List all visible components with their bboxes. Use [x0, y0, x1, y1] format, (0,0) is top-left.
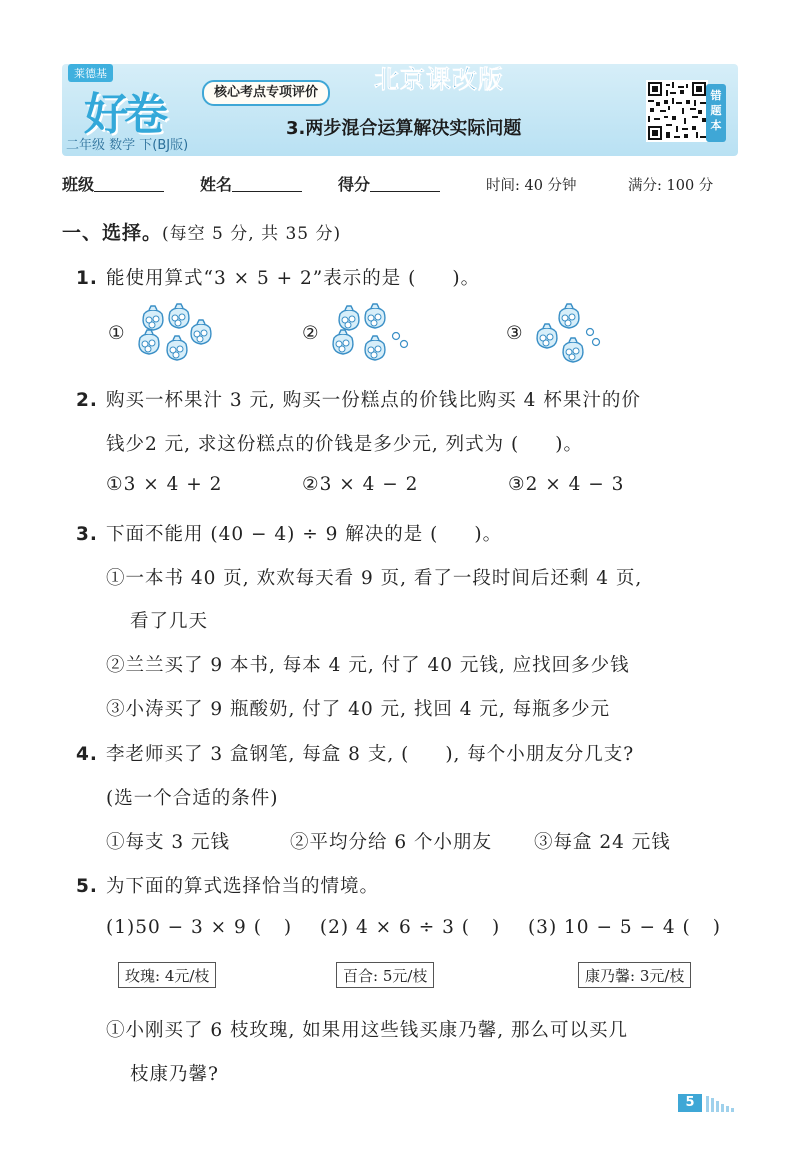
question-1: 1. 能使用算式“3 × 5 + 2”表示的是 ( )。 [76, 268, 481, 289]
section-note: (每空 5 分, 共 35 分) [162, 224, 342, 244]
coin-bags-icon [132, 302, 212, 368]
name-field: 姓名 [200, 172, 302, 195]
page-number: 5 [678, 1094, 702, 1112]
q1-option-2-mark[interactable]: ② [302, 323, 319, 344]
grade-label: 二年级 数学 下(BJ版) [66, 138, 189, 153]
qr-code-icon[interactable] [646, 80, 708, 142]
time-limit: 时间: 40 分钟 [486, 178, 577, 194]
name-blank[interactable] [232, 175, 302, 192]
price-tag-lily: 百合: 5元/枝 [336, 962, 434, 988]
brand-logo [62, 56, 222, 156]
question-5: 5. 为下面的算式选择恰当的情境。 [76, 876, 380, 897]
q4-option-3[interactable]: ③每盒 24 元钱 [534, 832, 671, 853]
price-tag-carnation: 康乃馨: 3元/枝 [578, 962, 691, 988]
expression-2: (2) 4 × 6 ÷ 3 ( [319, 917, 470, 938]
logo-text: 好卷 [84, 89, 164, 140]
class-blank[interactable] [94, 175, 164, 192]
q3-option-3[interactable]: ③小涛买了 9 瓶酸奶, 付了 40 元, 找回 4 元, 每瓶多少元 [106, 699, 611, 720]
score-field: 得分 [338, 172, 440, 195]
coin-bags-icon [326, 302, 416, 368]
score-blank[interactable] [370, 175, 440, 192]
page-decoration-icon [706, 1094, 740, 1112]
class-field: 班级 [62, 172, 164, 195]
coin-bags-icon [530, 302, 610, 368]
q4-hint: (选一个合适的条件) [106, 788, 279, 809]
error-book-tab[interactable]: 错题本 [706, 84, 726, 142]
q2-option-3[interactable]: ③2 × 4 − 3 [508, 474, 625, 495]
edition-title: 北京课改版 [374, 65, 505, 94]
brand-tag: 莱德基 [68, 64, 113, 82]
price-tag-rose: 玫瑰: 4元/枝 [118, 962, 216, 988]
q3-option-2[interactable]: ②兰兰买了 9 本书, 每本 4 元, 付了 40 元钱, 应找回多少钱 [106, 655, 630, 676]
expression-1: (1)50 − 3 × 9 ( [106, 917, 262, 938]
expression-3: (3) 10 − 5 − 4 ( [527, 917, 691, 938]
q2-option-2[interactable]: ②3 × 4 − 2 [302, 474, 419, 495]
exam-type-badge: 核心考点专项评价 [202, 80, 330, 106]
q2-option-1[interactable]: ①3 × 4 + 2 [106, 474, 223, 495]
q5-option-1-line-2[interactable]: 枝康乃馨? [130, 1064, 219, 1085]
question-2-line-1: 2. 购买一杯果汁 3 元, 购买一份糕点的价钱比购买 4 杯果汁的价 [76, 390, 641, 411]
q1-option-3-mark[interactable]: ③ [506, 323, 523, 344]
section-title: 一、选择。(每空 5 分, 共 35 分) [62, 222, 342, 244]
q5-expressions: (1)50 − 3 × 9 ( ) (2) 4 × 6 ÷ 3 ( ) (3) 10 − 5 − 4 ( ) [106, 917, 721, 938]
q3-option-1-line-1[interactable]: ①一本书 40 页, 欢欢每天看 9 页, 看了一段时间后还剩 4 页, [106, 568, 643, 589]
question-3: 3. 下面不能用 (40 − 4) ÷ 9 解决的是 ( )。 [76, 524, 503, 545]
q3-option-1-line-2[interactable]: 看了几天 [130, 611, 209, 632]
full-score: 满分: 100 分 [628, 178, 714, 194]
q1-option-1-mark[interactable]: ① [108, 323, 125, 344]
question-2-line-2: 钱少2 元, 求这份糕点的价钱是多少元, 列式为 ( )。 [106, 434, 583, 455]
q4-option-1[interactable]: ①每支 3 元钱 [106, 832, 231, 853]
q5-option-1-line-1[interactable]: ①小刚买了 6 枝玫瑰, 如果用这些钱买康乃馨, 那么可以买几 [106, 1020, 629, 1041]
student-info-line [62, 172, 752, 196]
q4-option-2[interactable]: ②平均分给 6 个小朋友 [290, 832, 493, 853]
unit-title: 3.两步混合运算解决实际问题 [286, 118, 522, 139]
question-4: 4. 李老师买了 3 盒钢笔, 每盒 8 支, ( ), 每个小朋友分几支? [76, 744, 635, 765]
